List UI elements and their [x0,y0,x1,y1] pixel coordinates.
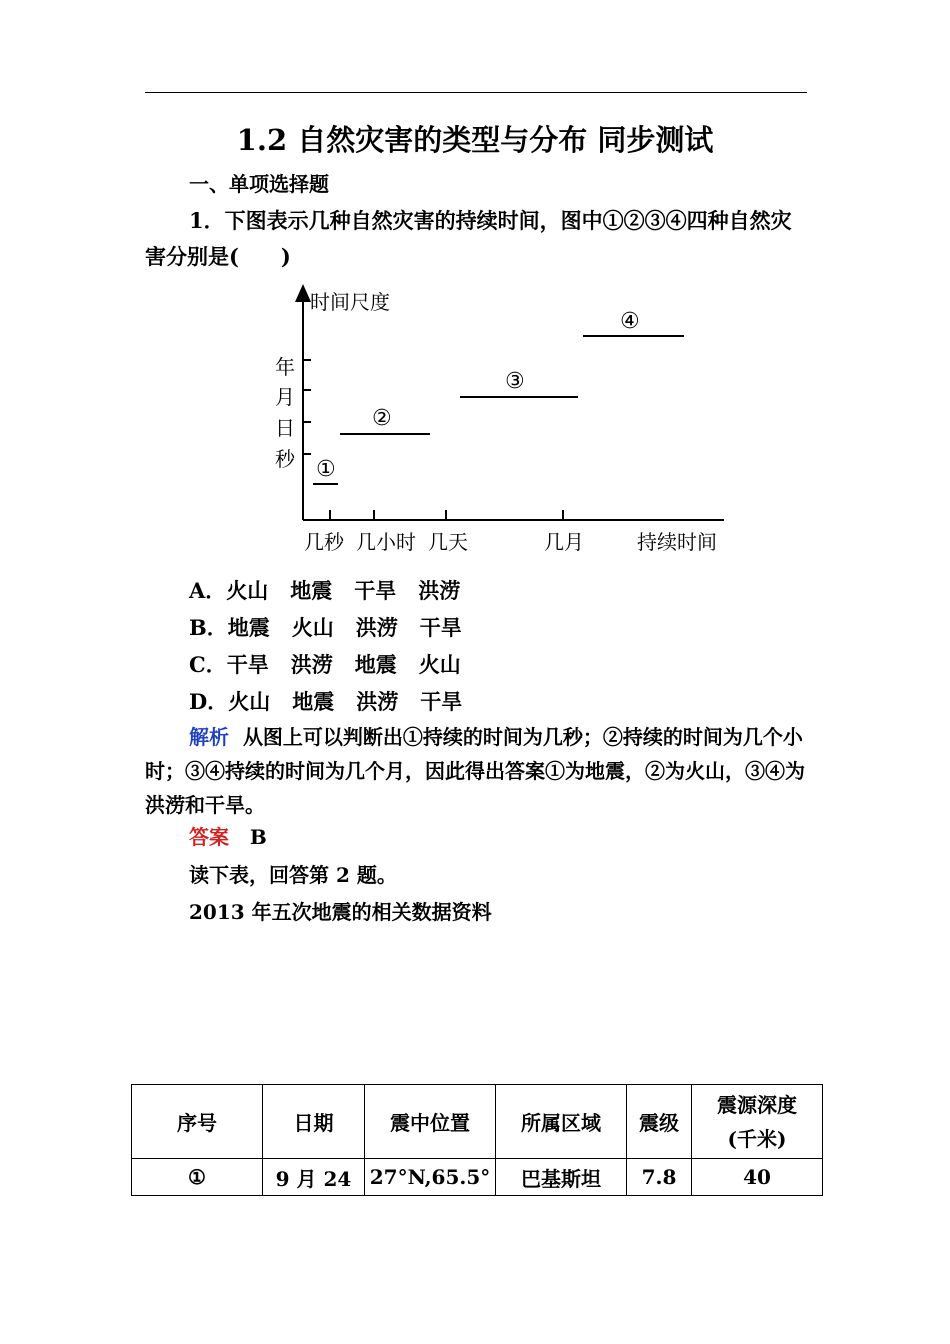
y-tick-label-second: 秒 [275,447,295,471]
option-letter: B． [189,615,228,640]
analysis-text: 从图上可以判断出①持续的时间为几秒；②持续的时间为几个小时；③④持续的时间为几个月，因此得出答案①为地震，②为火山，③④为洪涝和干旱。 [145,725,805,817]
x-tick-label-days: 几天 [428,530,468,554]
analysis-paragraph [145,720,809,822]
x-axis-title: 持续时间 [637,530,717,554]
option-d: D．火山 地震 洪涝 干旱 [189,689,463,714]
header-cell: 日期 [263,1085,365,1159]
option-letter: C． [189,652,227,677]
table-header-row [132,1085,823,1159]
question-1-text: 1．下图表示几种自然灾害的持续时间，图中①②③④四种自然灾害分别是( ) [145,208,792,269]
y-tick-label-year: 年 [275,355,295,379]
y-tick-label-day: 日 [275,416,295,440]
table-cell: 9 月 24 [263,1159,365,1196]
option-letter: A． [189,578,227,603]
question-2-intro: 读下表，回答第 2 题。 [189,863,397,887]
y-tick-label-month: 月 [275,385,295,409]
answer-value: B [249,825,267,849]
marker-4: ④ [620,309,640,334]
option-letter: D． [189,689,229,714]
x-tick-label-seconds: 几秒 [304,530,344,554]
analysis-label: 解析 [189,725,229,749]
marker-1: ① [316,457,336,482]
answer-line [189,823,267,851]
header-cell: 震级 [627,1085,692,1159]
option-b: B．地震 火山 洪涝 干旱 [189,615,462,640]
table-caption: 2013 年五次地震的相关数据资料 [189,900,492,924]
table-cell: ① [132,1159,263,1196]
option-c: C．干旱 洪涝 地震 火山 [189,652,461,677]
header-cell: 震中位置 [365,1085,496,1159]
table-cell: 巴基斯坦 [496,1159,627,1196]
table-cell: 27°N,65.5° [365,1159,496,1196]
table-cell: 7.8 [627,1159,692,1196]
header-cell: 所属区域 [496,1085,627,1159]
section-heading: 一、单项选择题 [189,172,329,196]
x-tick-label-months: 几月 [544,530,584,554]
option-a: A．火山 地震 干旱 洪涝 [189,578,461,603]
header-cell: 序号 [132,1085,263,1159]
answer-label: 答案 [189,825,229,849]
marker-2: ② [372,406,392,431]
earthquake-table [131,1084,823,1196]
table-cell: 40 [692,1159,823,1196]
x-tick-label-hours: 几小时 [356,530,416,554]
page-title: 1.2 自然灾害的类型与分布 同步测试 [236,123,714,157]
header-cell: 震源深度 (千米) [692,1085,823,1159]
table-row [132,1159,823,1196]
marker-3: ③ [505,369,525,394]
y-axis-title: 时间尺度 [310,290,390,314]
